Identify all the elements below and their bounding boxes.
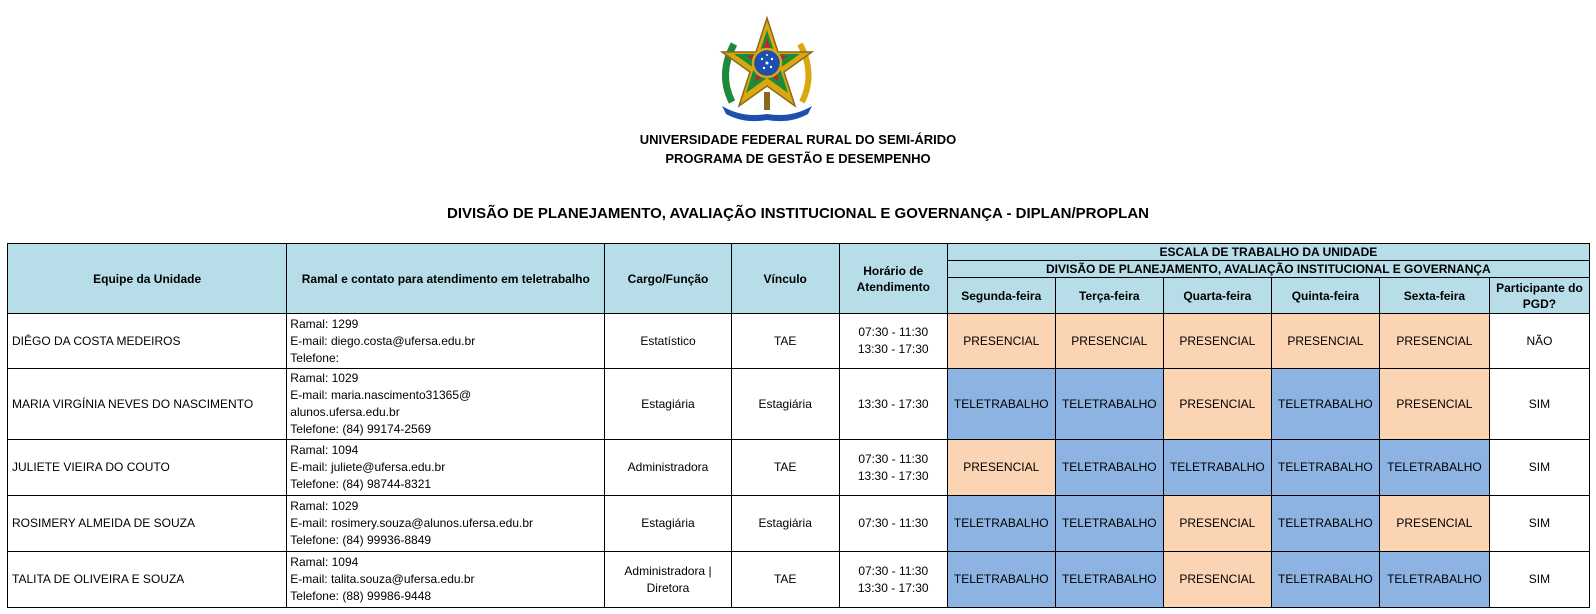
schedule-cell: TELETRABALHO [1055,440,1163,496]
contact-info [287,314,605,369]
contact-line: Ramal: 1029 [290,499,359,513]
schedule-cell: PRESENCIAL [1163,496,1271,552]
role-line: Administradora | [624,563,712,578]
role-cell [605,369,731,440]
table-row [8,552,1590,608]
col-header-day: Sexta-feira [1379,278,1489,314]
schedule-cell: TELETRABALHO [1271,552,1379,608]
hours-cell [839,369,947,440]
member-name: ROSIMERY ALMEIDA DE SOUZA [8,496,287,552]
col-header-day: Segunda-feira [947,278,1055,314]
hours-cell [839,440,947,496]
schedule-cell: TELETRABALHO [1163,440,1271,496]
contact-line: alunos.ufersa.edu.br [290,405,400,419]
contact-info [287,440,605,496]
hours-line: 07:30 - 11:30 [858,325,929,339]
role-cell [605,552,731,608]
hours-cell [839,552,947,608]
table-body [8,314,1590,608]
schedule-cell: PRESENCIAL [1271,314,1379,369]
schedule-cell: PRESENCIAL [1163,314,1271,369]
schedule-cell: PRESENCIAL [1379,314,1489,369]
contact-line: Telefone: (84) 99174-2569 [290,422,432,436]
schedule-cell: PRESENCIAL [1379,369,1489,440]
schedule-cell: TELETRABALHO [1055,369,1163,440]
bond-cell: TAE [731,440,839,496]
hours-line: 13:30 - 17:30 [857,396,929,411]
schedule-cell: TELETRABALHO [1271,496,1379,552]
schedule-cell: TELETRABALHO [947,496,1055,552]
schedule-cell: TELETRABALHO [1271,440,1379,496]
pgd-cell: SIM [1489,552,1589,608]
schedule-cell: TELETRABALHO [1379,552,1489,608]
col-header-day: Terça-feira [1055,278,1163,314]
bond-cell: Estagiária [731,496,839,552]
role-cell [605,440,731,496]
hours-line: 07:30 - 11:30 [858,563,929,578]
member-name: DIÊGO DA COSTA MEDEIROS [8,314,287,369]
program-name: PROGRAMA DE GESTÃO E DESEMPENHO [665,151,931,166]
hours-line: 07:30 - 11:30 [858,451,929,466]
role-line: Diretora [646,580,690,595]
contact-line: E-mail: diego.costa@ufersa.edu.br [290,333,476,348]
contact-info [287,496,605,552]
contact-line: E-mail: juliete@ufersa.edu.br [290,460,446,474]
schedule-cell: TELETRABALHO [947,552,1055,608]
role-line: Estagiária [641,396,695,411]
contact-info [287,369,605,440]
division-title: DIVISÃO DE PLANEJAMENTO, AVALIAÇÃO INSTITUCIONAL E GOVERNANÇA - DIPLAN/PROPLAN [447,205,1149,222]
pgd-cell: NÃO [1489,314,1589,369]
brazil-coat-of-arms-icon [712,14,822,124]
contact-line: E-mail: talita.souza@ufersa.edu.br [290,572,475,586]
schedule-subtitle: DIVISÃO DE PLANEJAMENTO, AVALIAÇÃO INSTITUCIONAL E GOVERNANÇA [947,261,1589,278]
contact-line: E-mail: rosimery.souza@alunos.ufersa.edu.br [290,516,534,530]
contact-line: Telefone: (88) 99986-9448 [290,589,432,603]
schedule-cell: TELETRABALHO [1379,440,1489,496]
contact-line: Ramal: 1094 [290,555,359,569]
contact-line: Ramal: 1029 [290,371,359,385]
col-header-team: Equipe da Unidade [8,244,287,314]
role-line: Estatístico [640,333,696,348]
member-name: JULIETE VIEIRA DO COUTO [8,440,287,496]
schedule-cell: PRESENCIAL [1163,552,1271,608]
contact-line: Ramal: 1094 [290,443,359,457]
hours-cell [839,314,947,369]
bond-cell: Estagiária [731,369,839,440]
contact-line: Telefone: [290,350,339,365]
role-line: Administradora [627,460,709,474]
schedule-cell: TELETRABALHO [947,369,1055,440]
pgd-cell: SIM [1489,496,1589,552]
col-header-role: Cargo/Função [605,244,731,314]
schedule-cell: PRESENCIAL [1055,314,1163,369]
table-row [8,369,1590,440]
schedule-cell: PRESENCIAL [1163,369,1271,440]
pgd-cell: SIM [1489,440,1589,496]
role-line: Estagiária [641,516,695,530]
bond-cell: TAE [731,314,839,369]
contact-line: Ramal: 1299 [290,316,359,331]
col-header-day: Quarta-feira [1163,278,1271,314]
schedule-cell: PRESENCIAL [1379,496,1489,552]
col-header-day: Quinta-feira [1271,278,1379,314]
schedule-cell: TELETRABALHO [1055,552,1163,608]
table-row [8,440,1590,496]
hours-line: 07:30 - 11:30 [858,516,929,530]
hours-line: 13:30 - 17:30 [857,580,929,595]
pgd-cell: SIM [1489,369,1589,440]
member-name: TALITA DE OLIVEIRA E SOUZA [8,552,287,608]
col-header-contact: Ramal e contato para atendimento em teletrabalho [287,244,605,314]
contact-info [287,552,605,608]
role-cell [605,314,731,369]
bond-cell: TAE [731,552,839,608]
schedule-cell: TELETRABALHO [1055,496,1163,552]
hours-line: 13:30 - 17:30 [857,468,929,483]
col-header-pgd: Participante do PGD? [1489,278,1589,314]
col-header-bond: Vínculo [731,244,839,314]
table-row [8,496,1590,552]
col-header-hours: Horário de Atendimento [839,244,947,314]
schedule-cell: PRESENCIAL [947,440,1055,496]
role-cell [605,496,731,552]
hours-line: 13:30 - 17:30 [857,342,929,356]
schedule-cell: PRESENCIAL [947,314,1055,369]
university-name: UNIVERSIDADE FEDERAL RURAL DO SEMI-ÁRIDO [639,132,957,147]
member-name: MARIA VIRGÍNIA NEVES DO NASCIMENTO [8,369,287,440]
work-schedule-table [7,243,1590,608]
contact-line: E-mail: maria.nascimento31365@ [290,388,472,402]
table-row [8,314,1590,369]
header-block [0,130,1596,168]
contact-line: Telefone: (84) 98744-8321 [290,477,432,491]
hours-cell [839,496,947,552]
contact-line: Telefone: (84) 99936-8849 [290,533,432,547]
schedule-title: ESCALA DE TRABALHO DA UNIDADE [947,244,1589,261]
schedule-cell: TELETRABALHO [1271,369,1379,440]
